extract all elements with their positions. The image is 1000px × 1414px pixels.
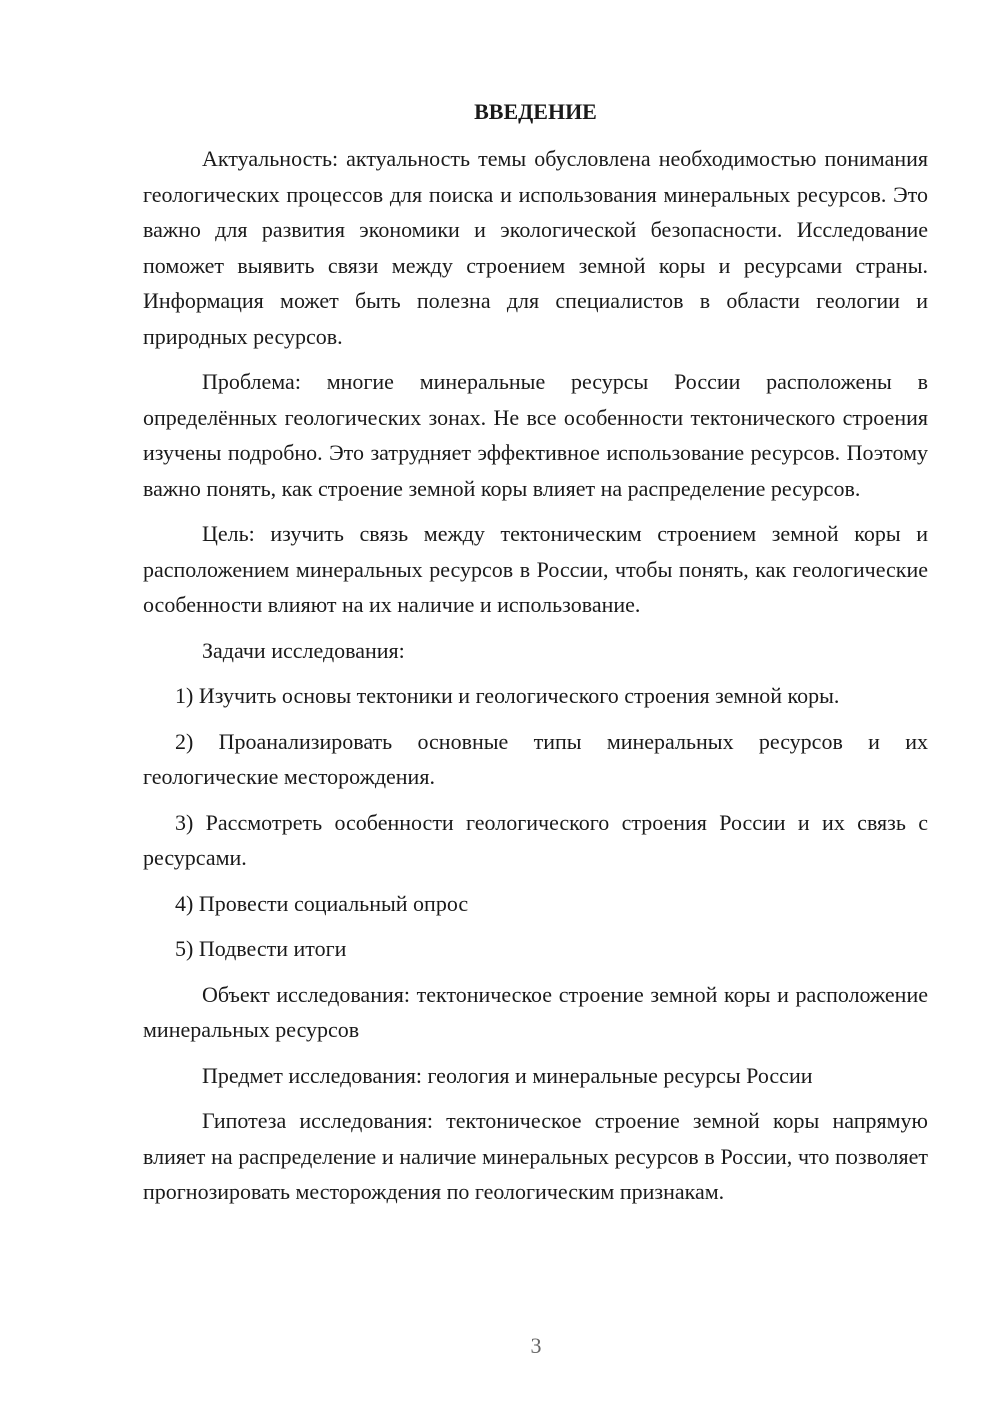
section-title: ВВЕДЕНИЕ <box>474 99 597 124</box>
tasks-heading: Задачи исследования: <box>202 637 405 663</box>
paragraph-object: Объект исследования: тектоническое строение земной коры и расположение минеральных ресурсов <box>143 981 928 1042</box>
page-number: 3 <box>530 1333 542 1358</box>
paragraph-relevance: Актуальность: актуальность темы обусловлена необходимостью понимания геологических процессов для поиска и использования минеральных ресурсов. Это важно для развития экономики и экологической безопасности. Исследование поможет выявить связи между строением земной коры и ресурсами страны. Информация может быть полезна для специалистов в области геологии и природных ресурсов. <box>143 146 928 349</box>
paragraph-subject: Предмет исследования: геология и минеральные ресурсы России <box>202 1062 813 1088</box>
task-item-4: 4) Провести социальный опрос <box>175 890 469 916</box>
task-item-3: 3) Рассмотреть особенности геологического строения России и их связь с ресурсами. <box>143 809 928 870</box>
task-item-1: 1) Изучить основы тектоники и геологического строения земной коры. <box>175 683 840 708</box>
paragraph-hypothesis: Гипотеза исследования: тектоническое строение земной коры напрямую влияет на распределение и наличие минеральных ресурсов в России, что позволяет прогнозировать месторождения по геологическим признакам. <box>143 1108 928 1204</box>
task-item-2: 2) Проанализировать основные типы минеральных ресурсов и их геологические месторождения. <box>143 728 928 789</box>
paragraph-goal: Цель: изучить связь между тектоническим строением земной коры и расположением минеральных ресурсов в России, чтобы понять, как геологические особенности влияют на их наличие и использование. <box>143 521 928 617</box>
document-page <box>143 94 928 1220</box>
task-item-5: 5) Подвести итоги <box>175 936 347 961</box>
paragraph-problem: Проблема: многие минеральные ресурсы России расположены в определённых геологических зонах. Не все особенности тектонического строения изучены подробно. Это затрудняет эффективное использование ресурсов. Поэтому важно понять, как строение земной коры влияет на распределение ресурсов. <box>143 369 928 501</box>
